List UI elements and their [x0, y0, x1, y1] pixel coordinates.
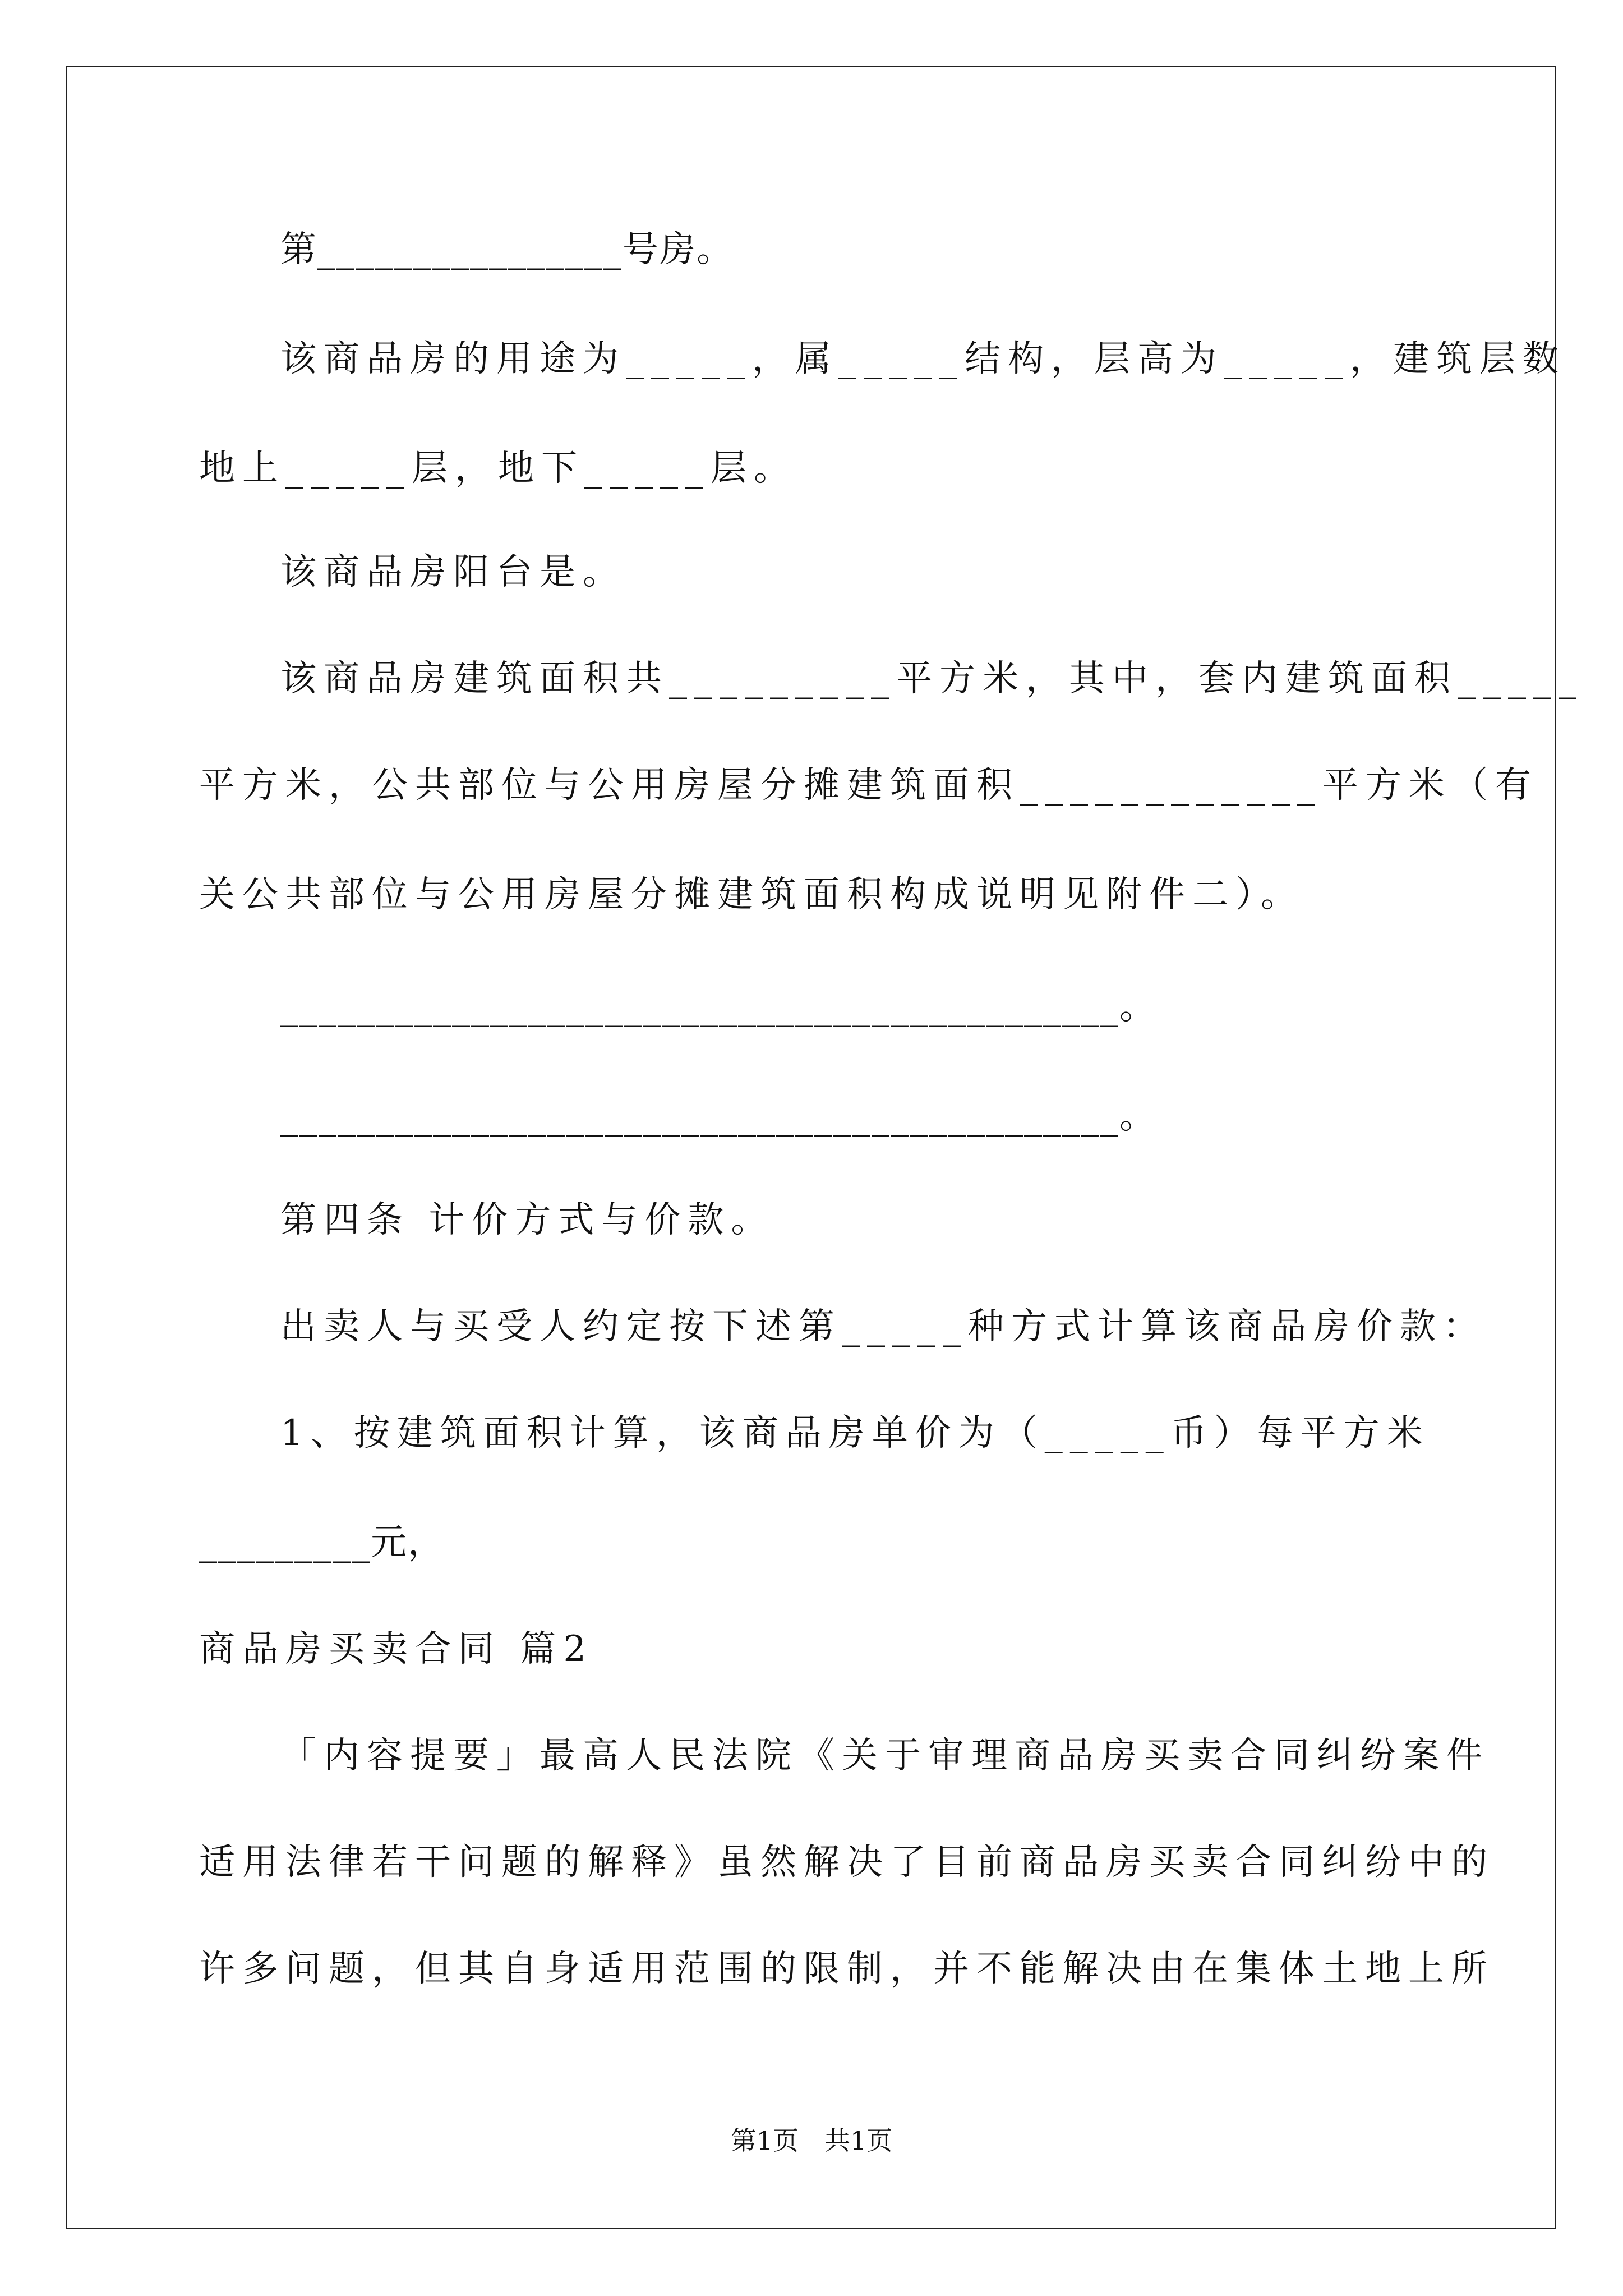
paragraph-floors: 地上_____层，地下_____层。 [199, 448, 797, 489]
paragraph-summary-cont-2: 许多问题，但其自身适用范围的限制，并不能解决由在集体土地上所 [199, 1948, 1495, 1990]
paragraph-blank-line-1: ____________________________________________。 [280, 986, 1156, 1028]
article-four-heading: 第四条 计价方式与价款。 [280, 1199, 774, 1241]
paragraph-unit-price-cont: _________元， [199, 1522, 445, 1563]
paragraph-pricing-method: 出卖人与买受人约定按下述第_____种方式计算该商品房价款： [280, 1306, 1486, 1347]
paragraph-balcony: 该商品房阳台是。 [280, 551, 626, 593]
paragraph-area: 该商品房建筑面积共_________平方米，其中，套内建筑面积_____ [280, 658, 1584, 700]
paragraph-usage: 该商品房的用途为_____，属_____结构，层高为_____，建筑层数 [280, 338, 1566, 380]
paragraph-blank-line-2: ____________________________________________。 [280, 1096, 1156, 1137]
paragraph-area-cont: 平方米，公共部位与公用房屋分摊建筑面积____________平方米（有 [199, 765, 1538, 806]
paragraph-summary-cont-1: 适用法律若干问题的解释》虽然解决了目前商品房买卖合同纠纷中的 [199, 1842, 1495, 1883]
section-heading-part-2: 商品房买卖合同 篇2 [199, 1628, 594, 1670]
paragraph-area-note: 关公共部位与公用房屋分摊建筑面积构成说明见附件二）。 [199, 874, 1304, 915]
paragraph-unit-price: 1、按建筑面积计算，该商品房单价为（_____币）每平方米 [280, 1412, 1430, 1454]
paragraph-room-number: 第________________号房。 [280, 229, 734, 270]
page-border [66, 66, 1556, 2229]
page-footer: 第1页 共1页 [730, 2125, 893, 2156]
paragraph-summary: 「内容提要」最高人民法院《关于审理商品房买卖合同纠纷案件 [280, 1735, 1490, 1777]
